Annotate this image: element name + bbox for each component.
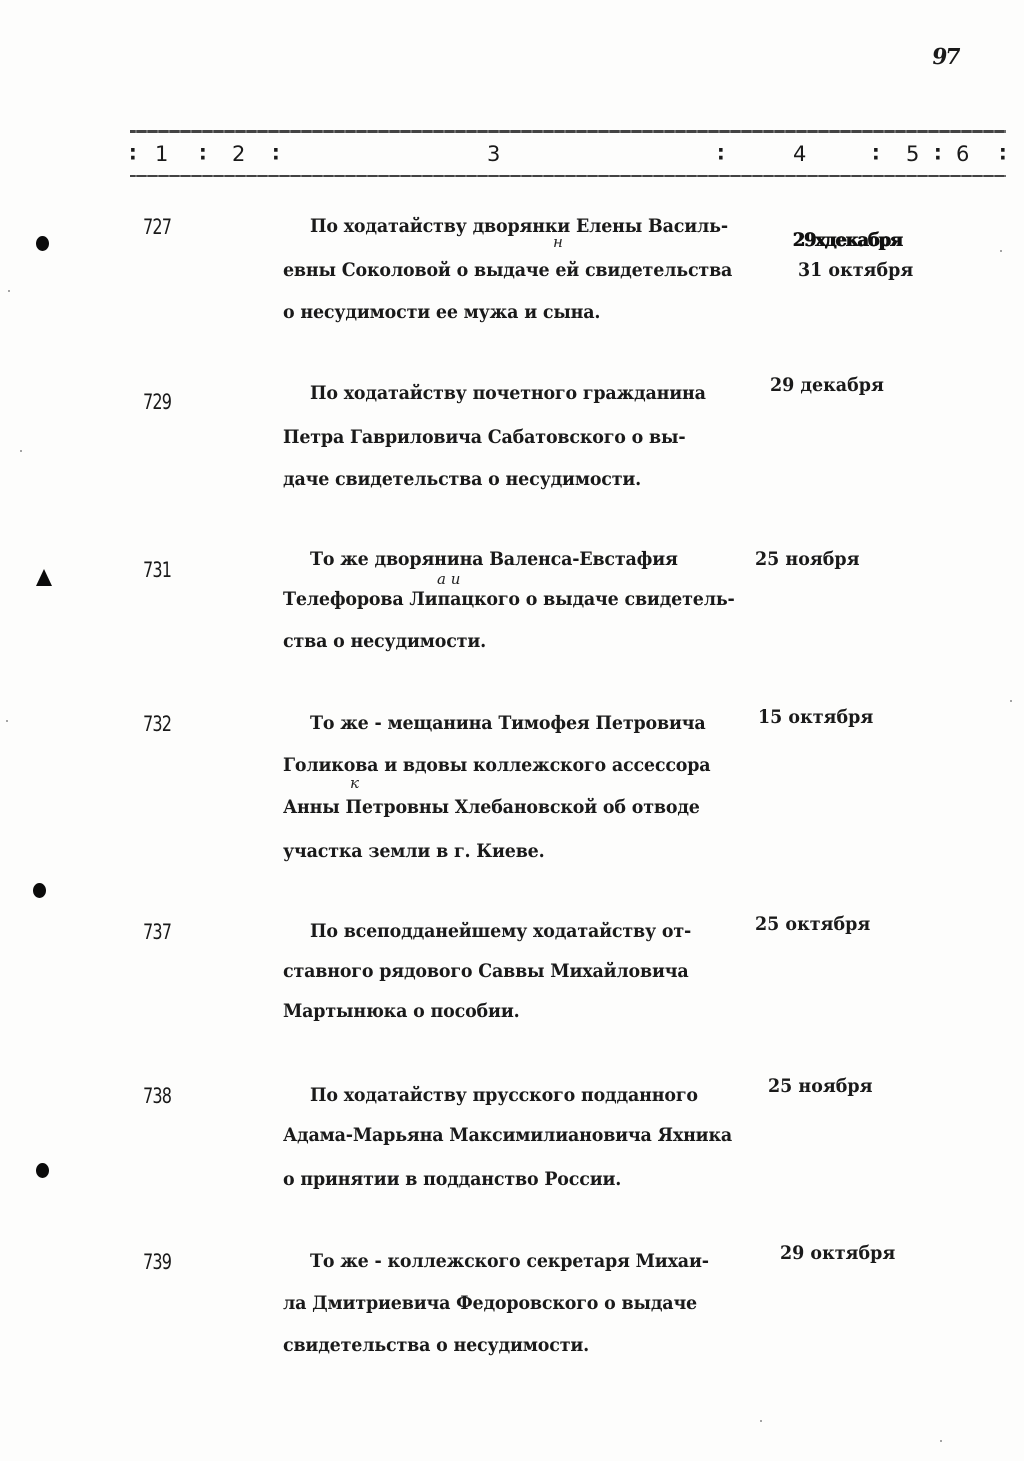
- scan-noise: [8, 290, 10, 292]
- column-header-3: 3: [487, 142, 501, 166]
- column-separator: ∶: [873, 142, 878, 166]
- entry-text-line: То же дворянина Валенса-Евстафия: [310, 548, 678, 570]
- entry-text-line: По ходатайству почетного гражданина: [310, 382, 706, 404]
- entry-number: 737: [143, 920, 172, 944]
- entry-text-line: ства о несудимости.: [283, 630, 487, 652]
- entry-text-line: даче свидетельства о несудимости.: [283, 468, 642, 490]
- punch-hole-mark: [36, 569, 52, 586]
- entry-number: 732: [143, 712, 172, 736]
- scan-noise: [760, 1420, 762, 1422]
- entry-number: 731: [143, 558, 172, 582]
- scan-noise: [1000, 250, 1002, 252]
- handwritten-correction: а и: [437, 570, 461, 588]
- entry-text-line: о несудимости ее мужа и сына.: [283, 301, 601, 323]
- header-rule-bottom: [130, 175, 1006, 177]
- entry-date: 29 октября: [780, 1242, 896, 1264]
- handwritten-correction: н: [553, 233, 563, 251]
- column-separator: ∶: [273, 142, 278, 166]
- entry-text-line: Голикова и вдовы коллежского ассессора: [283, 754, 711, 776]
- entry-date: 29 декабря: [770, 374, 884, 396]
- scan-noise: [1010, 700, 1012, 702]
- column-separator: ∶: [935, 142, 940, 166]
- entry-text-line: То же - мещанина Тимофея Петровича: [310, 712, 706, 734]
- header-rule-top: [130, 130, 1006, 133]
- entry-date: 25 октября: [755, 913, 871, 935]
- entry-text-line: По ходатайству прусского подданного: [310, 1084, 698, 1106]
- entry-text-line: То же - коллежского секретаря Михаи-: [310, 1250, 709, 1272]
- column-header-5: 5: [906, 142, 920, 166]
- entry-date: 25 ноября: [768, 1075, 873, 1097]
- entry-text-line: По всеподданейшему ходатайству от-: [310, 920, 692, 942]
- entry-date: 15 октября: [758, 706, 874, 728]
- entry-number: 738: [143, 1084, 172, 1108]
- entry-text-line: Петра Гавриловича Сабатовского о вы-: [283, 426, 686, 448]
- entry-text-line: Адама-Марьяна Максимилиановича Яхника: [283, 1124, 733, 1146]
- entry-text-line: ставного рядового Саввы Михайловича: [283, 960, 689, 982]
- column-separator: ∶: [1000, 142, 1005, 166]
- page-number: 97: [930, 44, 961, 70]
- column-header-4: 4: [793, 142, 807, 166]
- entry-text-line: Анны Петровны Хлебановской об отводе: [283, 796, 700, 818]
- entry-number: 727: [143, 215, 172, 239]
- entry-date: 25 ноября: [755, 548, 860, 570]
- handwritten-correction: к: [350, 774, 359, 792]
- entry-text-line: По ходатайству дворянки Елены Василь-: [310, 215, 728, 237]
- scan-noise: [940, 1440, 942, 1442]
- column-header-6: 6: [956, 142, 970, 166]
- entry-text-line: Мартынюка о пособии.: [283, 1000, 520, 1022]
- entry-text-line: ла Дмитриевича Федоровского о выдаче: [283, 1292, 697, 1314]
- entry-text-line: евны Соколовой о выдаче ей свидетельства: [283, 259, 733, 281]
- column-separator: ∶: [130, 142, 135, 166]
- entry-text-line: участка земли в г. Киеве.: [283, 840, 545, 862]
- column-separator: ∶: [200, 142, 205, 166]
- scan-noise: [6, 720, 8, 722]
- scan-noise: [20, 450, 22, 452]
- entry-text-line: свидетельства о несудимости.: [283, 1334, 590, 1356]
- column-header-1: 1: [155, 142, 169, 166]
- column-separator: ∶: [718, 142, 723, 166]
- entry-number: 739: [143, 1250, 172, 1274]
- entry-date: 31 октября: [798, 259, 914, 281]
- punch-hole-mark: [36, 236, 49, 251]
- entry-text-line: о принятии в подданство России.: [283, 1168, 622, 1190]
- struck-date: 29хдекабря: [793, 229, 903, 251]
- column-header-2: 2: [232, 142, 246, 166]
- punch-hole-mark: [33, 883, 46, 898]
- entry-number: 729: [143, 390, 172, 414]
- entry-text-line: Телефорова Липацкого о выдаче свидетель-: [283, 588, 735, 610]
- column-header-row: [0, 142, 1024, 172]
- punch-hole-mark: [36, 1163, 49, 1178]
